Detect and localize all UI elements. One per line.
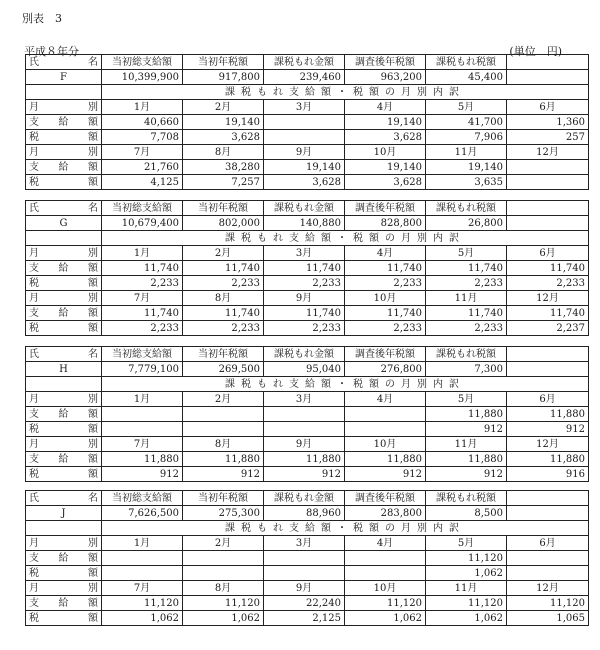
person-table	[25, 54, 589, 190]
tax-value: 3,628	[264, 175, 345, 190]
month-cell: 5月	[426, 392, 507, 407]
blank-cell	[507, 55, 589, 70]
document-title: 別表 3	[22, 12, 62, 25]
tax-label: 税 額	[26, 276, 102, 291]
tax-row	[26, 321, 589, 336]
tax-value	[507, 566, 589, 581]
tax-value: 912	[183, 467, 264, 482]
month-label: 月 別	[26, 291, 102, 306]
summary-header-cell: 課税もれ金額	[264, 347, 345, 362]
tax-value: 916	[507, 467, 589, 482]
tax-value: 257	[507, 130, 589, 145]
month-cell: 11月	[426, 437, 507, 452]
month-label: 月 別	[26, 100, 102, 115]
month-cell: 1月	[102, 536, 183, 551]
summary-value: 8,500	[426, 506, 507, 521]
tax-value: 2,233	[426, 321, 507, 336]
tax-value: 2,233	[426, 276, 507, 291]
tax-value: 1,065	[507, 611, 589, 626]
month-row	[26, 437, 589, 452]
month-row	[26, 291, 589, 306]
summary-value-row	[26, 362, 589, 377]
month-cell: 12月	[507, 145, 589, 160]
month-cell: 1月	[102, 100, 183, 115]
pay-value: 11,120	[426, 596, 507, 611]
pay-value	[507, 160, 589, 175]
pay-value: 11,740	[264, 261, 345, 276]
summary-header-cell: 当初年税額	[183, 201, 264, 216]
tax-value: 2,233	[345, 276, 426, 291]
month-cell: 5月	[426, 246, 507, 261]
pay-value: 11,740	[507, 261, 589, 276]
summary-header-cell: 課税もれ税額	[426, 201, 507, 216]
tax-row	[26, 422, 589, 437]
breakdown-title: 課税もれ支給額・税額の月別内訳	[102, 231, 589, 246]
blank-cell	[26, 85, 102, 100]
tax-value: 1,062	[183, 611, 264, 626]
summary-header-row	[26, 55, 589, 70]
unit-label: (単位 円)	[509, 45, 562, 58]
summary-header-cell: 調査後年税額	[345, 55, 426, 70]
tax-label: 税 額	[26, 611, 102, 626]
summary-header-cell: 課税もれ税額	[426, 347, 507, 362]
breakdown-title-row	[26, 85, 589, 100]
name-label: 氏 名	[26, 491, 102, 506]
pay-value: 11,880	[102, 452, 183, 467]
month-cell: 7月	[102, 437, 183, 452]
pay-row	[26, 261, 589, 276]
summary-header-row	[26, 201, 589, 216]
summary-value: 963,200	[345, 70, 426, 85]
pay-row	[26, 407, 589, 422]
summary-value: 269,500	[183, 362, 264, 377]
month-cell: 3月	[264, 100, 345, 115]
tax-value	[264, 422, 345, 437]
pay-label: 支 給 額	[26, 551, 102, 566]
summary-value: 45,400	[426, 70, 507, 85]
month-cell: 2月	[183, 100, 264, 115]
name-label: 氏 名	[26, 201, 102, 216]
person-name: G	[26, 216, 102, 231]
pay-row	[26, 551, 589, 566]
tax-row	[26, 611, 589, 626]
tax-value: 7,708	[102, 130, 183, 145]
summary-header-cell: 課税もれ税額	[426, 55, 507, 70]
summary-header-cell: 課税もれ金額	[264, 491, 345, 506]
pay-value: 11,880	[264, 452, 345, 467]
summary-header-cell: 当初年税額	[183, 347, 264, 362]
breakdown-title: 課税もれ支給額・税額の月別内訳	[102, 85, 589, 100]
month-cell: 5月	[426, 100, 507, 115]
month-cell: 9月	[264, 291, 345, 306]
month-cell: 6月	[507, 536, 589, 551]
tax-value	[345, 566, 426, 581]
pay-value: 11,740	[507, 306, 589, 321]
pay-value: 1,360	[507, 115, 589, 130]
tax-value: 912	[426, 422, 507, 437]
month-cell: 8月	[183, 291, 264, 306]
summary-value-row	[26, 506, 589, 521]
month-cell: 3月	[264, 246, 345, 261]
summary-value: 7,626,500	[102, 506, 183, 521]
month-cell: 7月	[102, 581, 183, 596]
month-row	[26, 581, 589, 596]
month-cell: 5月	[426, 536, 507, 551]
pay-value: 11,880	[426, 452, 507, 467]
pay-value: 21,760	[102, 160, 183, 175]
pay-value: 11,740	[102, 261, 183, 276]
month-cell: 11月	[426, 581, 507, 596]
month-cell: 8月	[183, 145, 264, 160]
pay-value	[264, 551, 345, 566]
month-cell: 1月	[102, 392, 183, 407]
tax-value	[264, 130, 345, 145]
blank-cell	[507, 362, 589, 377]
tax-row	[26, 175, 589, 190]
month-row	[26, 536, 589, 551]
pay-label: 支 給 額	[26, 407, 102, 422]
pay-value: 11,880	[426, 407, 507, 422]
month-cell: 2月	[183, 536, 264, 551]
pay-label: 支 給 額	[26, 306, 102, 321]
tax-value: 2,125	[264, 611, 345, 626]
month-cell: 4月	[345, 536, 426, 551]
person-table	[25, 490, 589, 626]
month-row	[26, 100, 589, 115]
name-label: 氏 名	[26, 55, 102, 70]
tax-value: 912	[102, 467, 183, 482]
month-cell: 2月	[183, 392, 264, 407]
summary-header-cell: 当初年税額	[183, 55, 264, 70]
tax-value: 2,233	[183, 276, 264, 291]
blank-cell	[26, 521, 102, 536]
summary-header-row	[26, 491, 589, 506]
month-cell: 9月	[264, 437, 345, 452]
tax-row	[26, 467, 589, 482]
tax-value: 2,233	[264, 276, 345, 291]
month-label: 月 別	[26, 392, 102, 407]
pay-value	[264, 115, 345, 130]
summary-value: 7,779,100	[102, 362, 183, 377]
month-cell: 10月	[345, 437, 426, 452]
tax-label: 税 額	[26, 321, 102, 336]
pay-value: 11,120	[426, 551, 507, 566]
tax-row	[26, 566, 589, 581]
month-cell: 8月	[183, 581, 264, 596]
pay-value: 11,740	[426, 306, 507, 321]
breakdown-title: 課税もれ支給額・税額の月別内訳	[102, 521, 589, 536]
month-cell: 7月	[102, 291, 183, 306]
pay-value: 11,120	[507, 596, 589, 611]
summary-value: 10,679,400	[102, 216, 183, 231]
pay-row	[26, 596, 589, 611]
summary-header-cell: 課税もれ税額	[426, 491, 507, 506]
month-label: 月 別	[26, 145, 102, 160]
tax-value	[102, 566, 183, 581]
pay-value: 11,120	[345, 596, 426, 611]
blank-cell	[26, 377, 102, 392]
pay-row	[26, 306, 589, 321]
tax-value: 4,125	[102, 175, 183, 190]
tax-row	[26, 130, 589, 145]
person-name: F	[26, 70, 102, 85]
summary-value: 26,800	[426, 216, 507, 231]
tax-value: 912	[264, 467, 345, 482]
blank-cell	[507, 70, 589, 85]
pay-value: 11,740	[183, 261, 264, 276]
pay-value: 11,880	[507, 452, 589, 467]
month-label: 月 別	[26, 437, 102, 452]
tax-value	[183, 566, 264, 581]
pay-value: 11,740	[345, 261, 426, 276]
month-row	[26, 246, 589, 261]
pay-value: 19,140	[264, 160, 345, 175]
month-cell: 1月	[102, 246, 183, 261]
month-cell: 4月	[345, 100, 426, 115]
tax-label: 税 額	[26, 175, 102, 190]
summary-value: 95,040	[264, 362, 345, 377]
month-cell: 2月	[183, 246, 264, 261]
summary-value-row	[26, 216, 589, 231]
person-name: H	[26, 362, 102, 377]
month-row	[26, 392, 589, 407]
pay-label: 支 給 額	[26, 452, 102, 467]
pay-value: 11,880	[507, 407, 589, 422]
tax-row	[26, 276, 589, 291]
pay-value	[507, 551, 589, 566]
breakdown-title-row	[26, 521, 589, 536]
summary-value: 275,300	[183, 506, 264, 521]
blank-cell	[507, 216, 589, 231]
summary-header-cell: 調査後年税額	[345, 201, 426, 216]
month-cell: 12月	[507, 291, 589, 306]
tax-value	[264, 566, 345, 581]
tax-value: 2,233	[345, 321, 426, 336]
month-cell: 8月	[183, 437, 264, 452]
tax-value	[345, 422, 426, 437]
tax-value	[183, 422, 264, 437]
tax-value: 3,628	[183, 130, 264, 145]
month-label: 月 別	[26, 581, 102, 596]
month-cell: 6月	[507, 246, 589, 261]
month-cell: 12月	[507, 437, 589, 452]
month-cell: 10月	[345, 581, 426, 596]
pay-value	[102, 407, 183, 422]
summary-value-row	[26, 70, 589, 85]
tax-value: 912	[426, 467, 507, 482]
tax-label: 税 額	[26, 130, 102, 145]
tax-value: 1,062	[426, 566, 507, 581]
pay-value	[345, 407, 426, 422]
tax-label: 税 額	[26, 566, 102, 581]
month-cell: 11月	[426, 145, 507, 160]
blank-cell	[507, 201, 589, 216]
summary-header-cell: 当初年税額	[183, 491, 264, 506]
month-cell: 6月	[507, 100, 589, 115]
month-cell: 4月	[345, 246, 426, 261]
pay-value: 22,240	[264, 596, 345, 611]
month-cell: 10月	[345, 145, 426, 160]
tax-value: 1,062	[426, 611, 507, 626]
name-label: 氏 名	[26, 347, 102, 362]
breakdown-title-row	[26, 377, 589, 392]
month-cell: 11月	[426, 291, 507, 306]
pay-value: 11,740	[264, 306, 345, 321]
summary-value: 802,000	[183, 216, 264, 231]
pay-label: 支 給 額	[26, 596, 102, 611]
month-label: 月 別	[26, 246, 102, 261]
tax-value: 2,233	[507, 276, 589, 291]
person-name: J	[26, 506, 102, 521]
summary-header-cell: 当初総支給額	[102, 491, 183, 506]
tax-value	[507, 175, 589, 190]
pay-value: 19,140	[426, 160, 507, 175]
pay-label: 支 給 額	[26, 115, 102, 130]
pay-value: 11,740	[102, 306, 183, 321]
tax-value: 3,635	[426, 175, 507, 190]
tax-value: 1,062	[102, 611, 183, 626]
summary-value: 7,300	[426, 362, 507, 377]
blank-cell	[507, 506, 589, 521]
summary-header-row	[26, 347, 589, 362]
pay-value: 19,140	[345, 115, 426, 130]
tax-label: 税 額	[26, 422, 102, 437]
pay-value	[345, 551, 426, 566]
pay-value: 11,120	[102, 596, 183, 611]
summary-value: 276,800	[345, 362, 426, 377]
tax-value: 912	[345, 467, 426, 482]
pay-value	[183, 407, 264, 422]
blank-cell	[26, 231, 102, 246]
blank-cell	[507, 491, 589, 506]
pay-value	[264, 407, 345, 422]
tax-label: 税 額	[26, 467, 102, 482]
summary-header-cell: 課税もれ金額	[264, 55, 345, 70]
summary-value: 10,399,900	[102, 70, 183, 85]
month-cell: 3月	[264, 392, 345, 407]
pay-row	[26, 115, 589, 130]
pay-value: 11,740	[345, 306, 426, 321]
summary-value: 140,880	[264, 216, 345, 231]
tax-value: 2,237	[507, 321, 589, 336]
summary-value: 917,800	[183, 70, 264, 85]
tax-value: 2,233	[102, 321, 183, 336]
pay-value: 38,280	[183, 160, 264, 175]
tax-value	[102, 422, 183, 437]
month-row	[26, 145, 589, 160]
month-cell: 3月	[264, 536, 345, 551]
tax-value: 2,233	[102, 276, 183, 291]
pay-value: 11,880	[345, 452, 426, 467]
pay-value: 19,140	[183, 115, 264, 130]
pay-row	[26, 452, 589, 467]
month-cell: 6月	[507, 392, 589, 407]
summary-value: 88,960	[264, 506, 345, 521]
pay-value: 40,660	[102, 115, 183, 130]
tax-value: 912	[507, 422, 589, 437]
tax-value: 7,906	[426, 130, 507, 145]
month-cell: 4月	[345, 392, 426, 407]
month-label: 月 別	[26, 536, 102, 551]
month-cell: 7月	[102, 145, 183, 160]
year-label: 平成８年分	[24, 45, 79, 58]
pay-value	[183, 551, 264, 566]
summary-value: 283,800	[345, 506, 426, 521]
tax-value: 2,233	[183, 321, 264, 336]
pay-value: 41,700	[426, 115, 507, 130]
summary-value: 828,800	[345, 216, 426, 231]
pay-value: 11,740	[426, 261, 507, 276]
tax-value: 1,062	[345, 611, 426, 626]
month-cell: 9月	[264, 581, 345, 596]
person-table	[25, 346, 589, 482]
summary-value: 239,460	[264, 70, 345, 85]
tax-value: 3,628	[345, 130, 426, 145]
blank-cell	[507, 347, 589, 362]
summary-header-cell: 調査後年税額	[345, 347, 426, 362]
summary-header-cell: 当初総支給額	[102, 201, 183, 216]
month-cell: 12月	[507, 581, 589, 596]
tax-value: 3,628	[345, 175, 426, 190]
summary-header-cell: 当初総支給額	[102, 347, 183, 362]
pay-value: 11,120	[183, 596, 264, 611]
month-cell: 9月	[264, 145, 345, 160]
summary-header-cell: 当初総支給額	[102, 55, 183, 70]
breakdown-title: 課税もれ支給額・税額の月別内訳	[102, 377, 589, 392]
breakdown-title-row	[26, 231, 589, 246]
tax-value: 7,257	[183, 175, 264, 190]
pay-value: 11,740	[183, 306, 264, 321]
pay-row	[26, 160, 589, 175]
summary-header-cell: 調査後年税額	[345, 491, 426, 506]
pay-label: 支 給 額	[26, 160, 102, 175]
pay-value: 11,880	[183, 452, 264, 467]
month-cell: 10月	[345, 291, 426, 306]
pay-value: 19,140	[345, 160, 426, 175]
summary-header-cell: 課税もれ金額	[264, 201, 345, 216]
pay-value	[102, 551, 183, 566]
tax-value: 2,233	[264, 321, 345, 336]
pay-label: 支 給 額	[26, 261, 102, 276]
person-table	[25, 200, 589, 336]
